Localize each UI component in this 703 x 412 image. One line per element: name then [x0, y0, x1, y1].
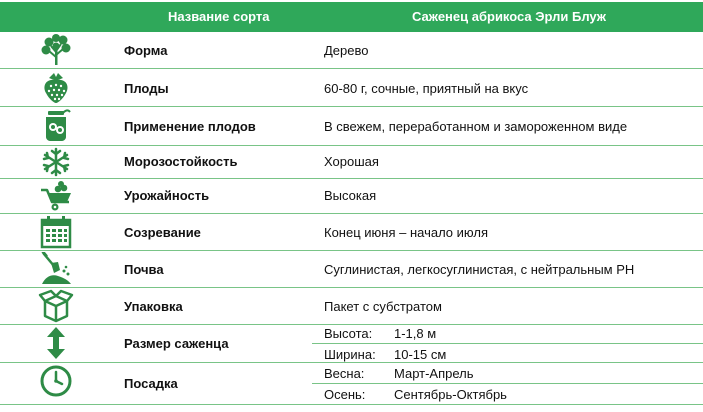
header-variety-name-label: Название сорта: [168, 9, 270, 24]
row-label-yield: Урожайность: [124, 188, 210, 203]
header-product-title: Саженец абрикоса Эрли Блуж: [412, 9, 607, 24]
row-label-frost-resistance: Морозостойкость: [124, 154, 238, 169]
row-value-fruit-use: В свежем, переработанном и замороженном виде: [324, 119, 628, 134]
row-label-fruits: Плоды: [124, 81, 169, 96]
autumn-value: Сентябрь-Октябрь: [394, 387, 507, 402]
row-value-frost-resistance: Хорошая: [324, 154, 379, 169]
shovel-icon: [38, 252, 74, 286]
row-value-packaging: Пакет с субстратом: [324, 299, 442, 314]
row-label-fruit-use: Применение плодов: [124, 119, 256, 134]
row-divider: [0, 106, 703, 107]
sub-row-divider: [312, 343, 703, 344]
width-value: 10-15 см: [394, 347, 447, 362]
vertical-arrows-icon: [38, 326, 74, 360]
row-label-seedling-size: Размер саженца: [124, 336, 229, 351]
calendar-icon: [38, 215, 74, 249]
row-divider: [0, 213, 703, 214]
jar-icon: [38, 108, 74, 142]
table-header: [0, 2, 703, 32]
row-divider: [0, 68, 703, 69]
tree-icon: [38, 33, 74, 67]
strawberry-icon: [38, 70, 74, 104]
width-key: Ширина:: [324, 347, 376, 362]
wheelbarrow-icon: [38, 179, 74, 213]
row-label-ripening: Созревание: [124, 225, 201, 240]
sub-row-divider: [312, 383, 703, 384]
row-divider: [0, 324, 703, 325]
autumn-key: Осень:: [324, 387, 366, 402]
spring-value: Март-Апрель: [394, 366, 474, 381]
row-value-yield: Высокая: [324, 188, 377, 203]
row-value-ripening: Конец июня – начало июля: [324, 225, 489, 240]
row-label-packaging: Упаковка: [124, 299, 183, 314]
row-value-soil: Суглинистая, легкосуглинистая, с нейтральным PH: [324, 262, 635, 277]
row-divider: [0, 145, 703, 146]
row-value-fruits: 60-80 г, сочные, приятный на вкус: [324, 81, 529, 96]
row-divider: [0, 362, 703, 363]
row-divider: [0, 250, 703, 251]
spring-key: Весна:: [324, 366, 365, 381]
snowflake-icon: [38, 145, 74, 179]
row-label-planting: Посадка: [124, 376, 178, 391]
box-icon: [38, 289, 74, 323]
row-label-form: Форма: [124, 43, 168, 58]
height-key: Высота:: [324, 326, 373, 341]
row-value-form: Дерево: [324, 43, 369, 58]
row-label-soil: Почва: [124, 262, 164, 277]
height-value: 1-1,8 м: [394, 326, 437, 341]
row-divider: [0, 178, 703, 179]
row-divider: [0, 404, 703, 405]
clock-icon: [38, 364, 74, 398]
row-divider: [0, 287, 703, 288]
